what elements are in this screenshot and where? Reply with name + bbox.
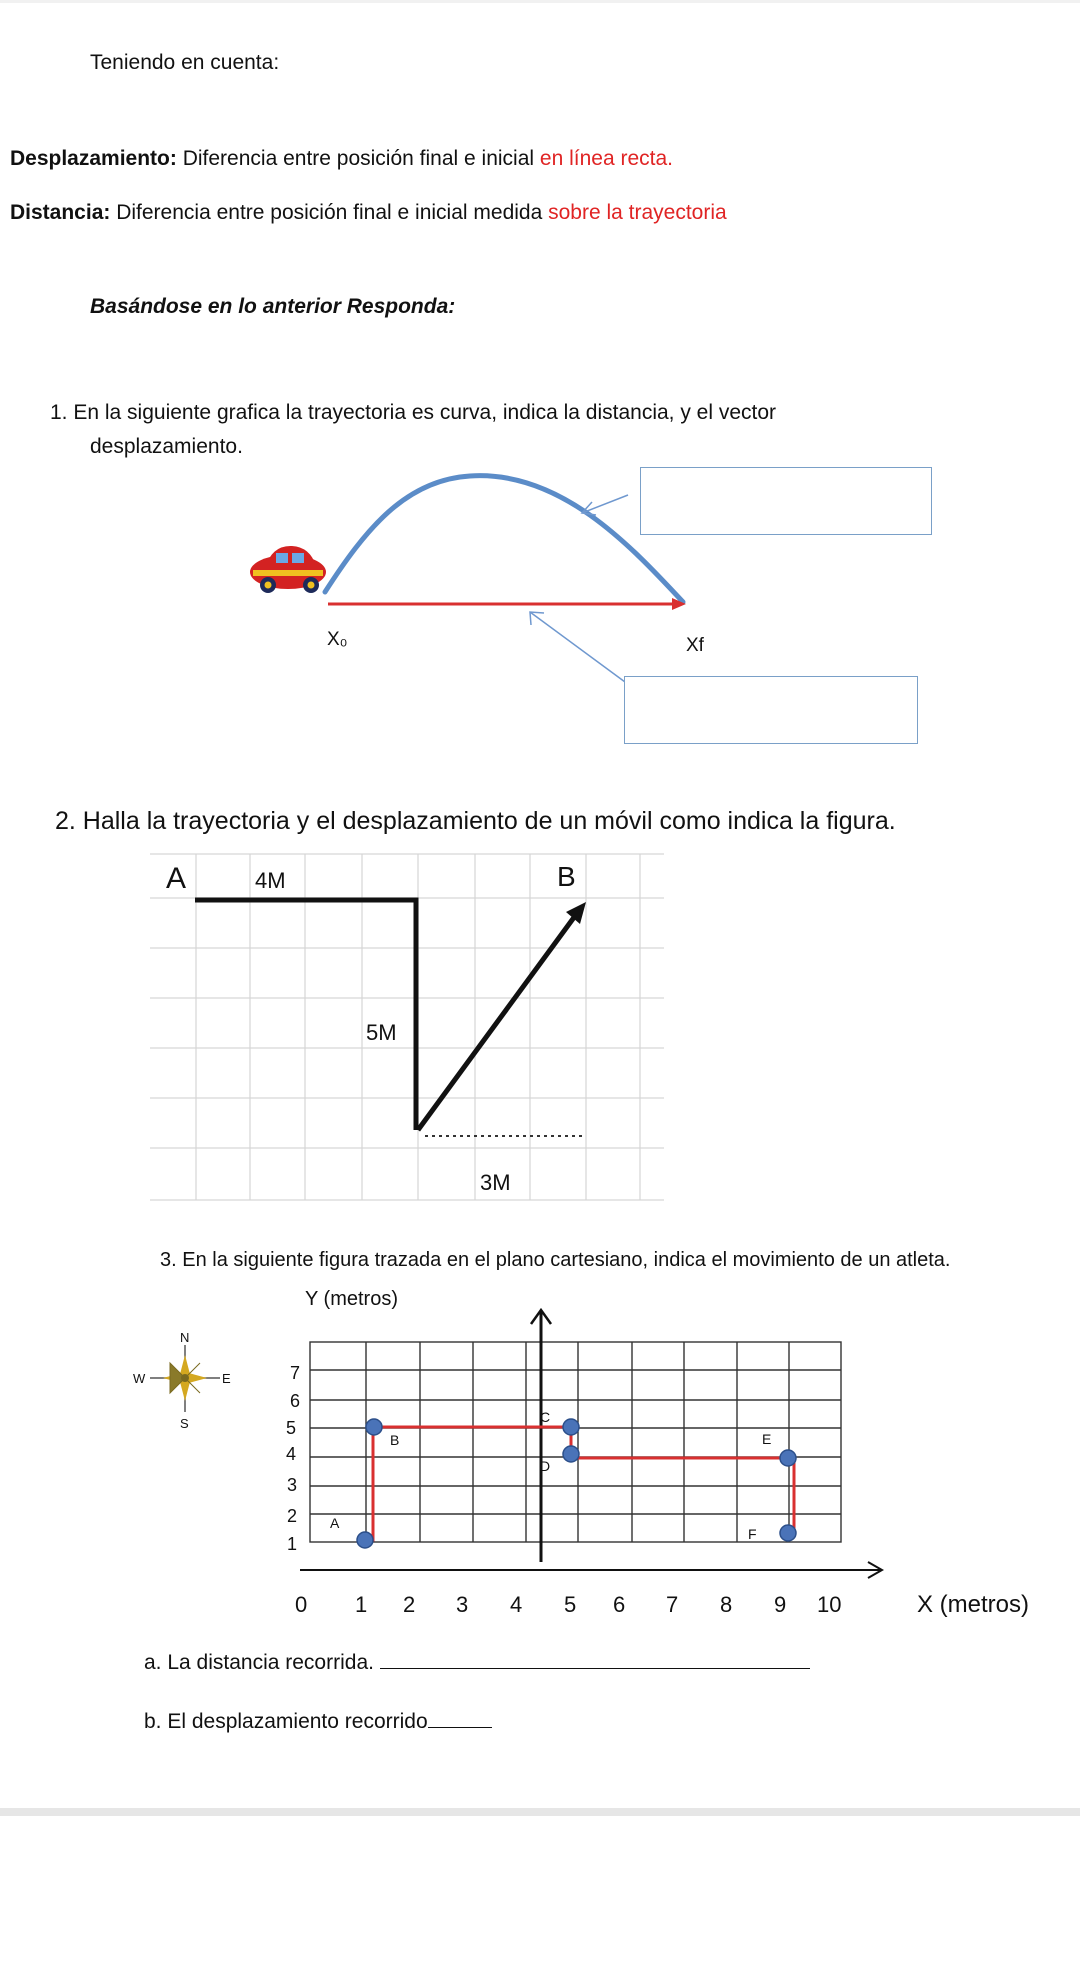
label-b: B [557, 861, 576, 892]
bottom-divider [0, 1808, 1080, 1816]
answer-b [144, 1707, 492, 1734]
point-f-marker [780, 1525, 796, 1541]
label-5m: 5M [366, 1020, 397, 1045]
point-c-marker [563, 1419, 579, 1435]
label-xf: Xf [686, 635, 704, 656]
definition-text: Diferencia entre posición final e inicial medida [110, 201, 549, 224]
compass-n: N [180, 1330, 190, 1345]
y-tick: 3 [287, 1475, 298, 1495]
x-tick: 9 [774, 1592, 787, 1617]
definition-highlight: sobre la trayectoria [548, 201, 727, 224]
y-tick: 5 [286, 1418, 297, 1438]
x-tick: 8 [720, 1592, 733, 1617]
x-tick: 7 [666, 1592, 679, 1617]
x-tick: 2 [403, 1592, 416, 1617]
x-tick-labels [295, 1592, 841, 1617]
definition-highlight: en línea recta. [539, 147, 673, 170]
term-distancia: Distancia: [10, 201, 111, 224]
label-x0: X₀ [327, 629, 348, 650]
point-e-label: E [762, 1431, 772, 1447]
y-tick: 7 [290, 1363, 301, 1383]
point-b-marker [366, 1419, 382, 1435]
athlete-path [364, 1427, 794, 1540]
term-desplazamiento: Desplazamiento: [10, 147, 177, 170]
x-tick: 6 [613, 1592, 626, 1617]
question-1-line-1: 1. En la siguiente grafica la trayectoria es curva, indica la distancia, y el vector [50, 401, 777, 424]
point-d-label: D [540, 1458, 551, 1474]
instruction-heading: Basándose en lo anterior Responda: [90, 295, 456, 318]
answer-a-label: a. La distancia recorrida. [144, 1651, 374, 1674]
compass-s: S [180, 1416, 189, 1431]
point-c-label: C [540, 1409, 551, 1425]
y-tick: 6 [290, 1391, 301, 1411]
question-3-text: 3. En la siguiente figura trazada en el plano cartesiano, indica el movimiento de un atleta. [160, 1249, 951, 1271]
point-b-label: B [390, 1432, 400, 1448]
x-tick: 5 [564, 1592, 577, 1617]
x-tick: 4 [510, 1592, 523, 1617]
label-3m: 3M [480, 1170, 511, 1195]
y-tick-labels [286, 1363, 300, 1554]
point-d-marker [563, 1446, 579, 1462]
y-tick: 4 [286, 1444, 297, 1464]
label-4m: 4M [255, 868, 286, 893]
compass-w: W [133, 1371, 146, 1386]
compass-e: E [222, 1371, 231, 1386]
x-tick: 3 [456, 1592, 469, 1617]
intro-text: Teniendo en cuenta: [90, 51, 280, 74]
answer-b-blank[interactable] [428, 1707, 492, 1728]
point-e-marker [780, 1450, 796, 1466]
question-1-line-2: desplazamiento. [90, 435, 243, 458]
point-a-label: A [330, 1515, 340, 1531]
x-tick: 10 [817, 1592, 842, 1617]
y-axis-label: Y (metros) [305, 1288, 398, 1310]
y-tick: 2 [287, 1506, 298, 1526]
compass-rose-icon [150, 1345, 220, 1412]
label-a: A [166, 862, 187, 895]
question-2-text: 2. Halla la trayectoria y el desplazamiento de un móvil como indica la figura. [55, 807, 896, 835]
answer-a-blank[interactable] [380, 1648, 810, 1669]
x-tick: 1 [355, 1592, 368, 1617]
y-tick: 1 [287, 1534, 298, 1554]
definition-text: Diferencia entre posición final e inicial [176, 147, 540, 170]
point-f-label: F [748, 1526, 757, 1542]
point-a-marker [357, 1532, 373, 1548]
x-axis-label: X (metros) [917, 1591, 1030, 1618]
answer-a [144, 1648, 810, 1675]
answer-b-label: b. El desplazamiento recorrido [144, 1710, 428, 1733]
x-tick: 0 [295, 1592, 308, 1617]
